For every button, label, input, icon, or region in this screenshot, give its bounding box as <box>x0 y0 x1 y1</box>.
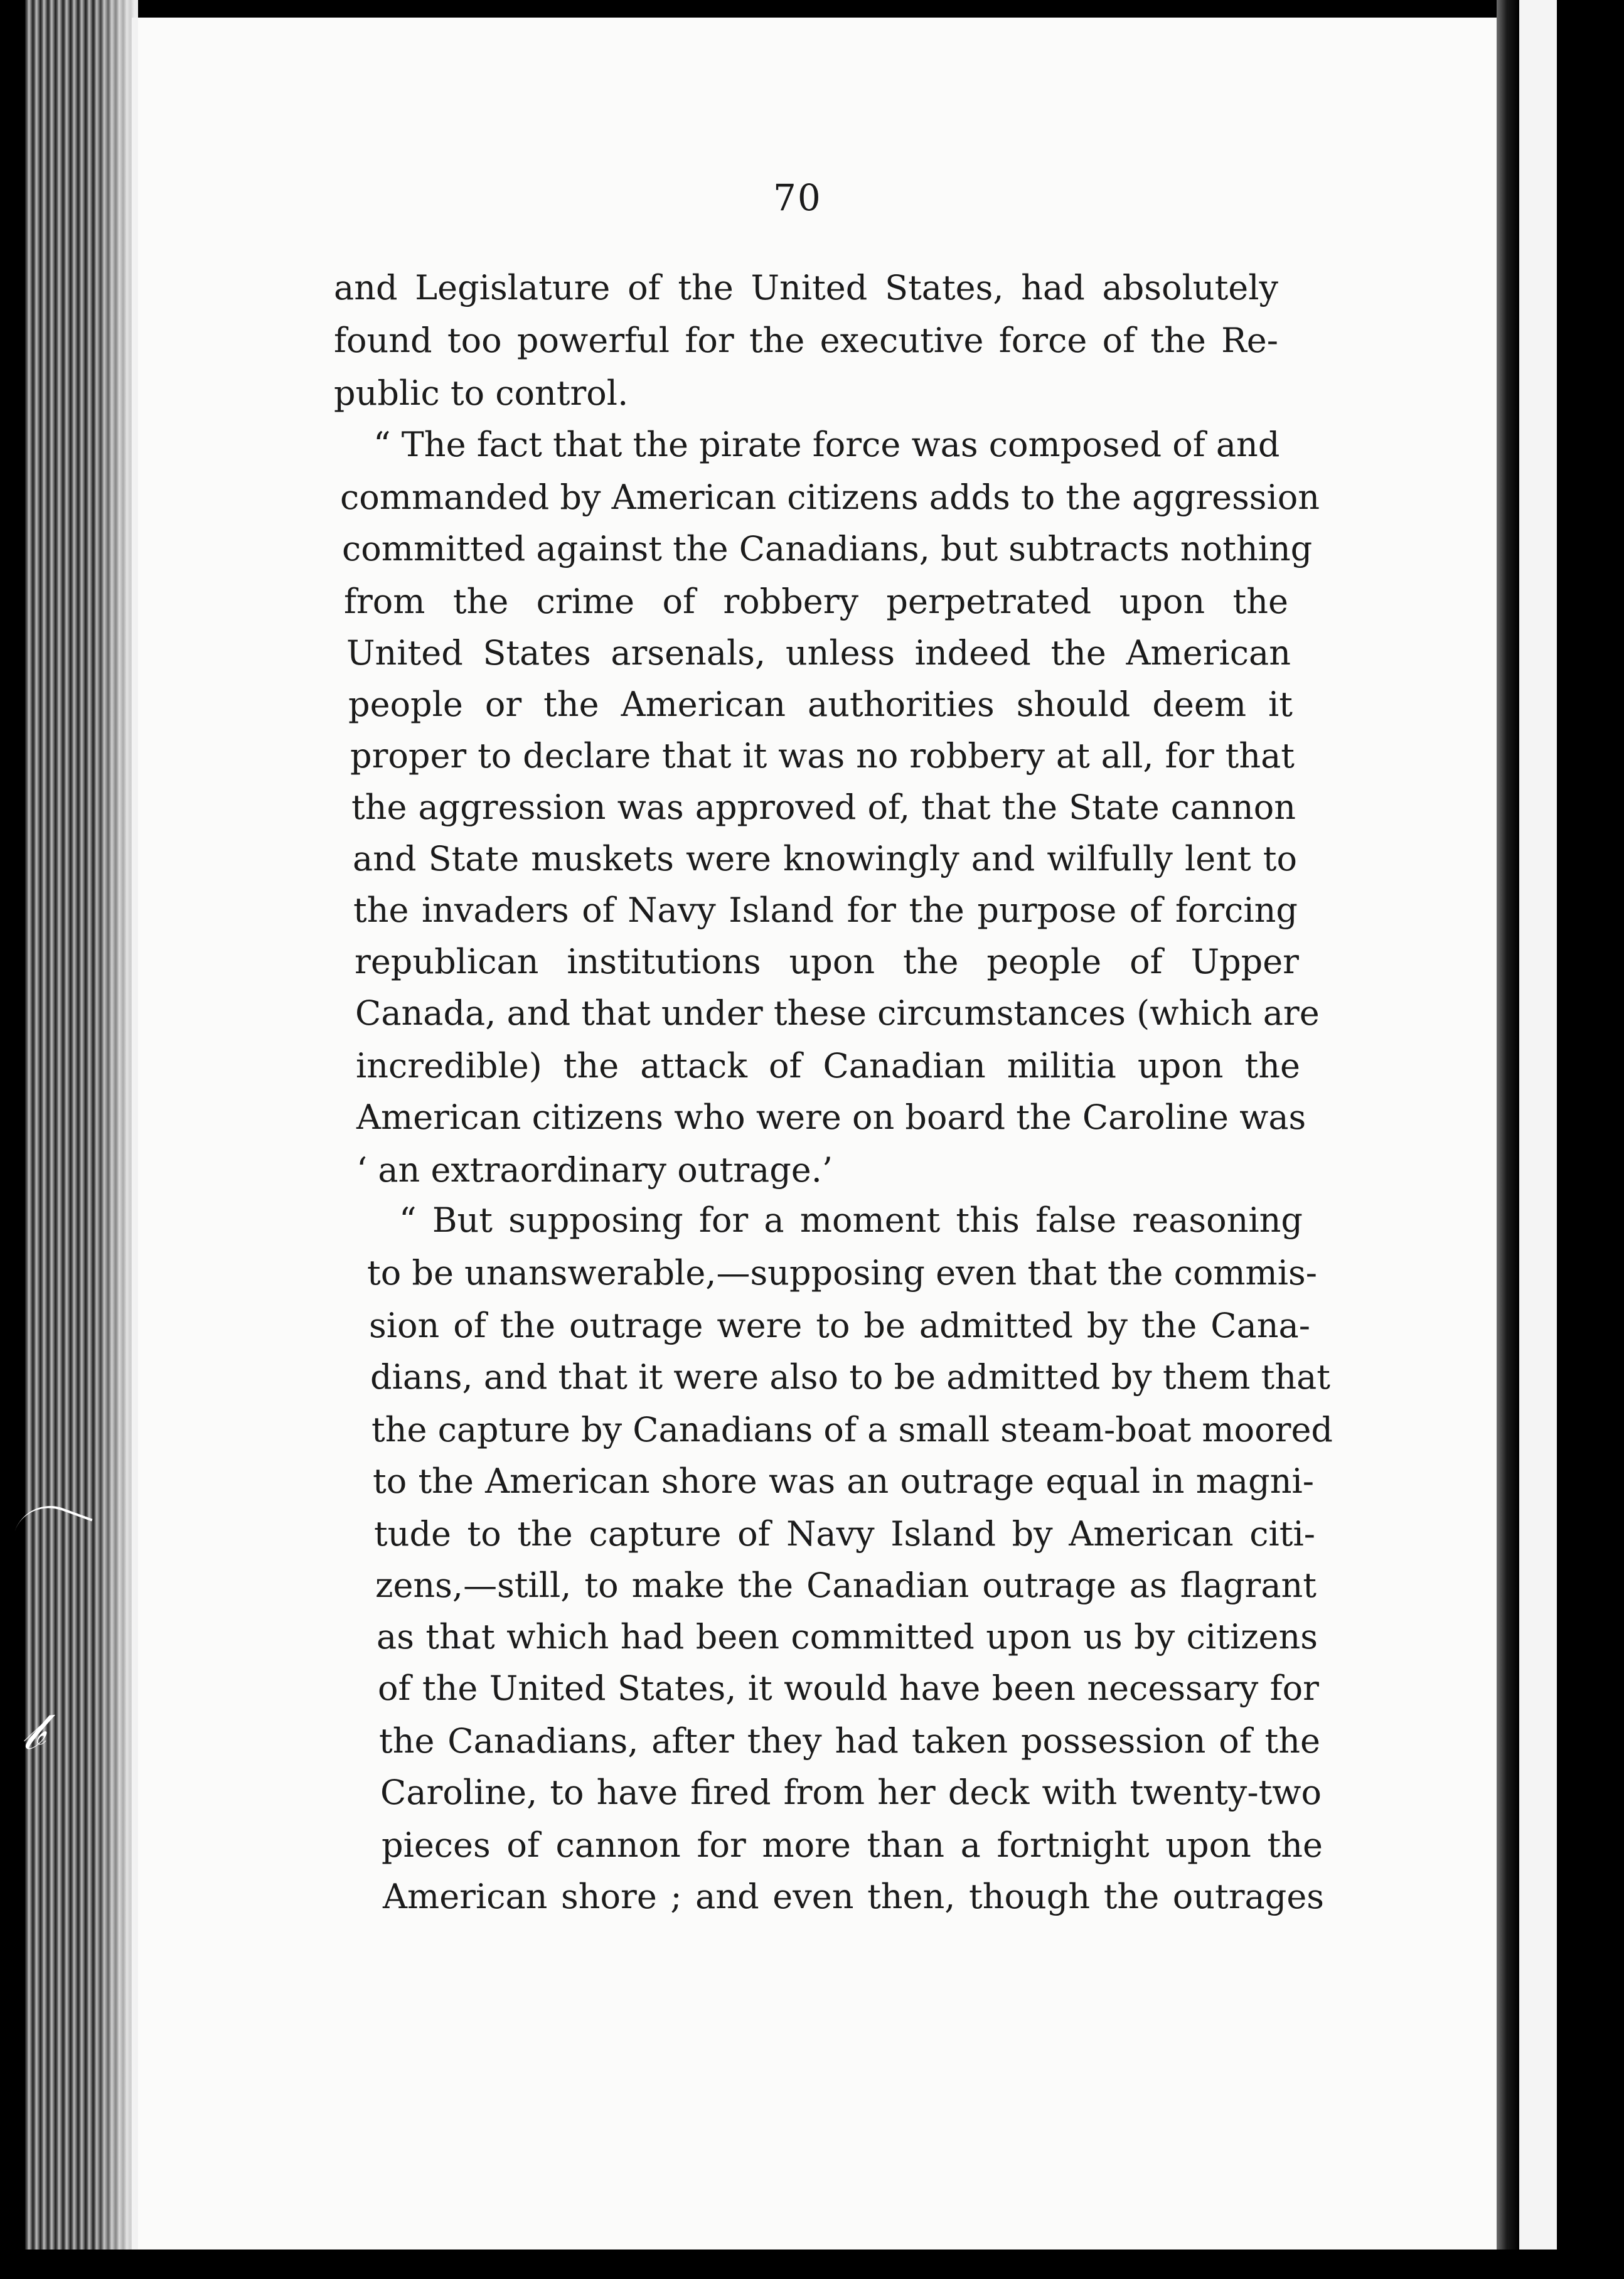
text-line: found too powerful for the executive force of the Re- <box>334 321 1278 360</box>
text-line: the Canadians, after they had taken possession of the <box>379 1721 1320 1761</box>
text-line: the invaders of Navy Island for the purpose of forcing <box>353 890 1298 930</box>
text-line: American shore ; and even then, though the outrages <box>383 1877 1324 1916</box>
text-line: incredible) the attack of Canadian militia upon the <box>356 1046 1300 1086</box>
text-line: pieces of cannon for more than a fortnight upon the <box>382 1825 1323 1865</box>
text-line: of the United States, it would have been necessary for <box>378 1668 1319 1708</box>
text-line: American citizens who were on board the Caroline was <box>356 1097 1306 1137</box>
text-line: proper to declare that it was no robbery at all, for that <box>350 736 1295 776</box>
text-line: dians, and that it were also to be admitted by them that <box>370 1357 1331 1397</box>
text-line: committed against the Canadians, but subtracts nothing <box>342 529 1313 568</box>
text-line: “ But supposing for a moment this false reasoning <box>399 1200 1303 1240</box>
text-line: the capture by Canadians of a small steam-boat moored <box>371 1410 1333 1449</box>
text-line: to be unanswerable,—supposing even that the commis- <box>367 1253 1317 1293</box>
text-line: commanded by American citizens adds to the aggression <box>340 478 1320 517</box>
page-edge-shadow <box>94 0 138 2279</box>
text-line: “ The fact that the pirate force was composed of and <box>373 425 1280 464</box>
text-line: to the American shore was an outrage equal in magni- <box>373 1461 1314 1501</box>
facing-page-edge <box>1557 0 1624 2279</box>
text-line: people or the American authorities should deem it <box>348 685 1293 724</box>
text-line: and Legislature of the United States, had absolutely <box>334 268 1278 307</box>
scan-bottom-border <box>0 2250 1624 2279</box>
margin-mark: 𝒷 <box>22 1702 44 1761</box>
text-line: public to control. <box>334 373 629 413</box>
text-line: and State muskets were knowingly and wilfully lent to <box>353 839 1297 878</box>
text-line: the aggression was approved of, that the State cannon <box>351 787 1296 827</box>
text-line: republican institutions upon the people of Upper <box>355 942 1299 981</box>
binding-gutter <box>1497 0 1519 2279</box>
text-line: as that which had been committed upon us by citizens <box>377 1617 1318 1657</box>
text-line: from the crime of robbery perpetrated upon the <box>344 582 1288 621</box>
text-line: United States arsenals, unless indeed the American <box>346 633 1291 673</box>
text-line: zens,—still, to make the Canadian outrage as flagrant <box>375 1566 1317 1605</box>
text-line: Canada, and that under these circumstances (which are <box>355 993 1320 1033</box>
text-line: tude to the capture of Navy Island by American citi- <box>374 1514 1315 1554</box>
page-number: 70 <box>773 176 822 219</box>
facing-page-strip <box>1519 0 1557 2279</box>
text-line: Caroline, to have fired from her deck with twenty-two <box>380 1773 1322 1812</box>
text-line: sion of the outrage were to be admitted by the Cana- <box>369 1306 1310 1345</box>
text-line: ‘ an extraordinary outrage.’ <box>356 1150 833 1190</box>
